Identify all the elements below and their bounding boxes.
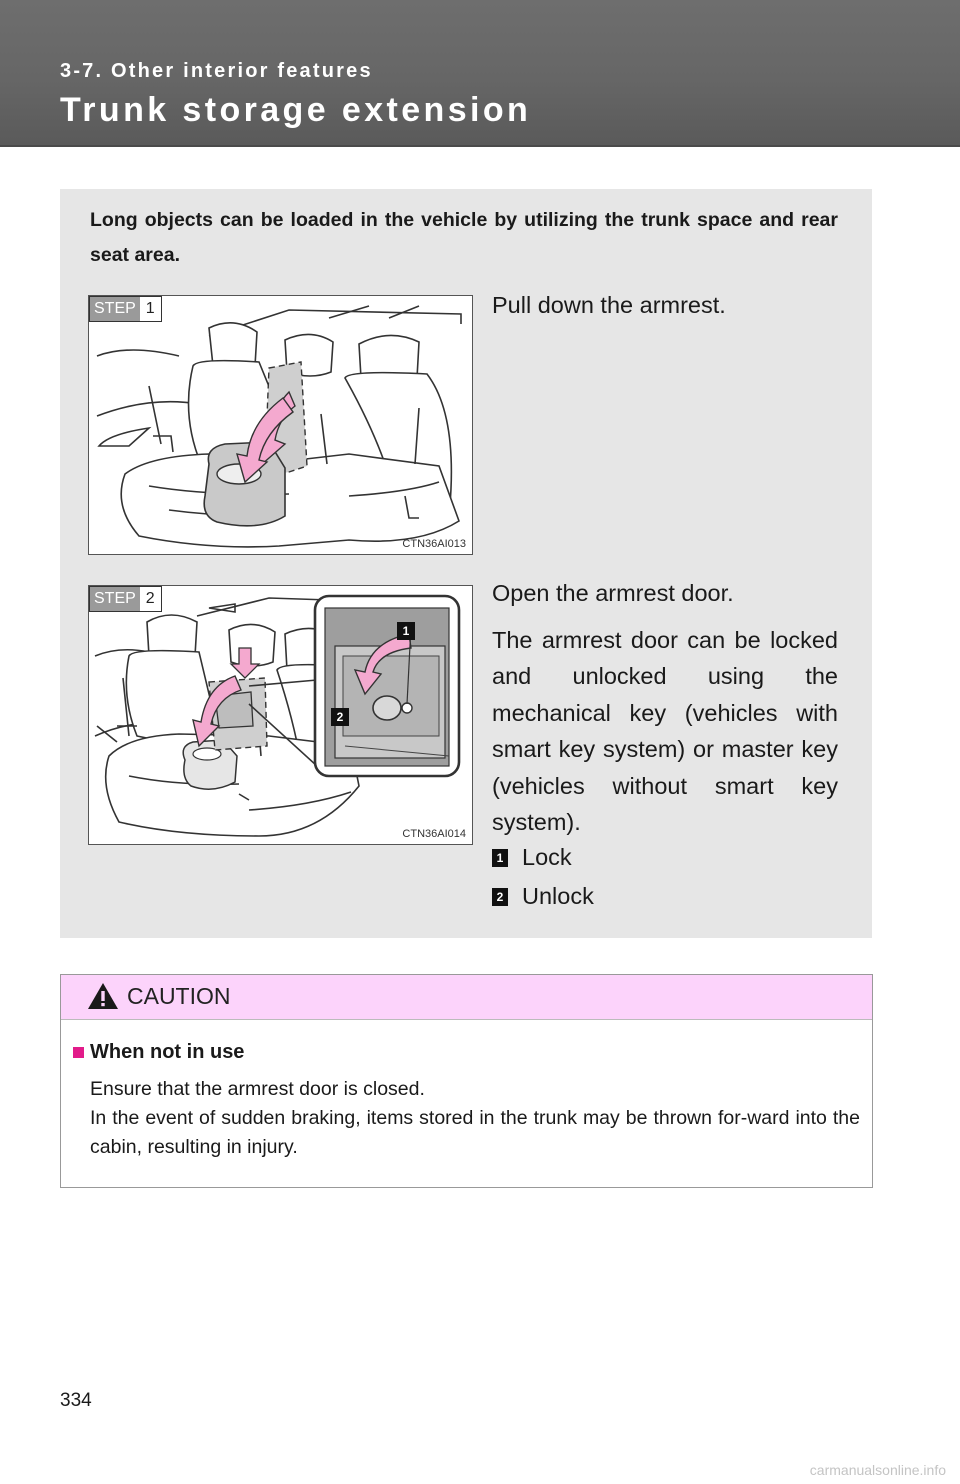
step1-badge <box>89 296 162 322</box>
callout-lock-marker: 1 <box>397 622 415 640</box>
figure-code: CTN36AI014 <box>402 828 466 840</box>
legend-number: 2 <box>492 888 508 906</box>
caution-body <box>90 1075 860 1162</box>
legend-item-lock <box>492 844 572 871</box>
step2-text-main: Open the armrest door. <box>492 580 734 606</box>
step-badge-number: 1 <box>145 300 155 317</box>
step-badge-word: STEP <box>90 297 140 321</box>
step1-figure <box>88 295 473 555</box>
warning-triangle-icon <box>87 982 119 1010</box>
caution-title: CAUTION <box>127 983 231 1009</box>
caution-line: Ensure that the armrest door is closed. <box>90 1078 425 1100</box>
caution-header <box>61 975 872 1020</box>
caution-box <box>60 974 873 1188</box>
step-badge-word: STEP <box>90 587 140 611</box>
caution-line: In the event of sudden braking, items stored in the trunk may be thrown for-ward into the cabin, resulting in injury. <box>90 1107 860 1158</box>
page-number: 334 <box>60 1390 92 1411</box>
callout-unlock-marker: 2 <box>331 708 349 726</box>
legend-label: Lock <box>522 844 572 870</box>
step2-text-detail: The armrest door can be locked and unlocked using the mechanical key (vehicles with smart key system) or master key (vehicles without smart key system). <box>492 627 838 836</box>
caution-subheading <box>73 1041 244 1064</box>
watermark: carmanualsonline.info <box>809 1462 946 1478</box>
legend-number: 1 <box>492 849 508 867</box>
legend-item-unlock <box>492 883 594 910</box>
step1-text: Pull down the armrest. <box>492 292 726 318</box>
page-title: Trunk storage extension <box>60 91 532 129</box>
step2-badge <box>89 586 162 612</box>
step2-figure <box>88 585 473 845</box>
figure-code: CTN36AI013 <box>402 538 466 550</box>
intro-text: Long objects can be loaded in the vehicle by utilizing the trunk space and rear seat area. <box>90 209 838 266</box>
instructions-box <box>60 189 872 938</box>
header-bar <box>0 0 960 147</box>
caution-subheading-text: When not in use <box>90 1041 245 1063</box>
armrest-pulldown-illustration <box>89 296 472 554</box>
step-badge-number: 2 <box>145 590 155 607</box>
legend-label: Unlock <box>522 883 594 909</box>
square-bullet-icon <box>73 1047 84 1058</box>
section-label: 3-7. Other interior features <box>60 60 373 82</box>
